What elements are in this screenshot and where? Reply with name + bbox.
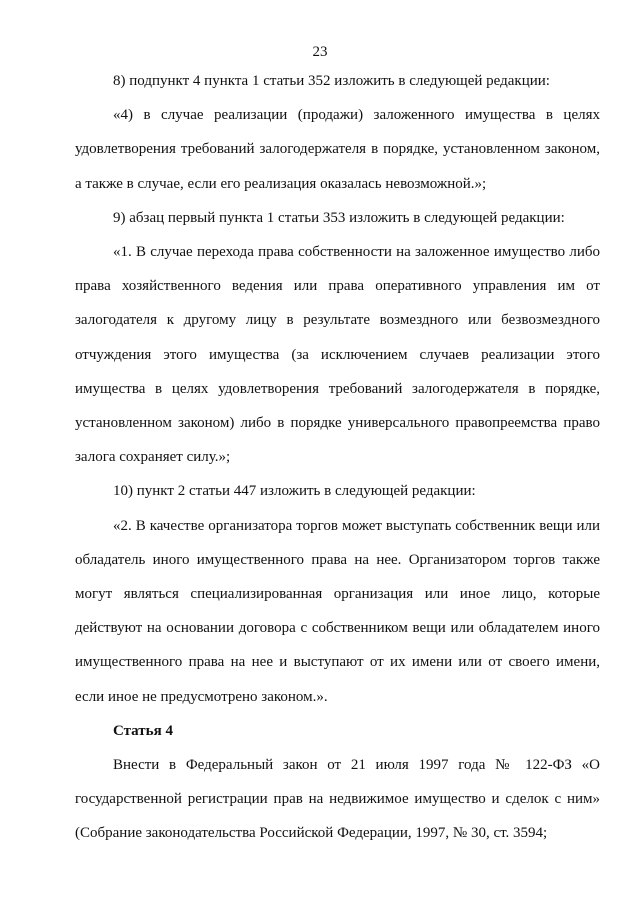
article-text: Внести в Федеральный закон от 21 июля 1997 года № 122-ФЗ «О государственной регистрации прав на недвижимое имущество и сделок с ним» (Собрание законодательства Российской Федерации, 1997, № 30, ст. 3594; [75,757,600,842]
document-body [75,64,600,851]
article-heading: Статья 4 [113,722,173,739]
paragraph-quote-352: «4) в случае реализации (продажи) заложенного имущества в целях удовлетворения требований залогодержателя в порядке, установленном законом, а также в случае, если его реализация оказалась невозможной.»; [75,107,600,192]
paragraph-quote-353: «1. В случае перехода права собственности на заложенное имущество либо права хозяйственного ведения или права оперативного управления им от залогодателя к другому лицу в результате возмездного или безвозмездного отчуждения этого имущества (за исключением случаев реализации этого имущества в целях удовлетворения требований залогодержателя в порядке, установленном законом) либо в порядке универсального правопреемства право залога сохраняет силу.»; [75,244,600,466]
paragraph-item-8: 8) подпункт 4 пункта 1 статьи 352 изложить в следующей редакции: [113,73,550,89]
page-number: 23 [312,44,328,60]
paragraph-quote-447: «2. В качестве организатора торгов может выступать собственник вещи или обладатель иного имущественного права на нее. Организатором торгов также могут являться специализированная организация или иное лицо, которые действуют на основании договора с собственником вещи или обладателем иного имущественного права на нее и выступают от их имени или от своего имени, если иное не предусмотрено законом.». [75,517,600,705]
paragraph-item-9: 9) абзац первый пункта 1 статьи 353 изложить в следующей редакции: [113,209,565,226]
paragraph-item-10: 10) пункт 2 статьи 447 изложить в следующей редакции: [113,483,476,500]
